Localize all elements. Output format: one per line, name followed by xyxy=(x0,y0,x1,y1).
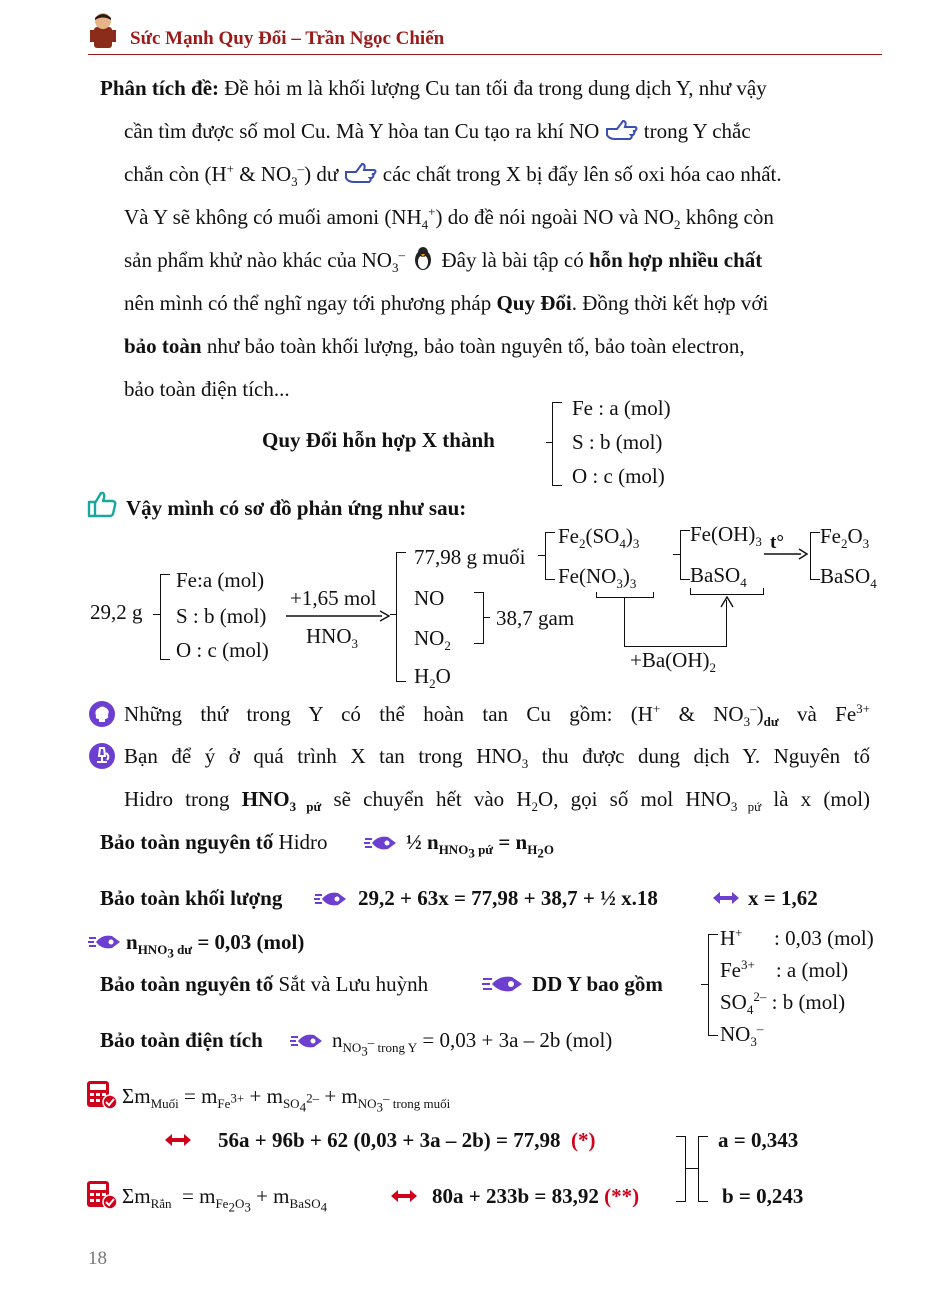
result-a: a = 0,343 xyxy=(718,1128,799,1152)
scheme-x-brace xyxy=(160,574,170,660)
scheme-feoh3: $Fe(OH)_3$ xyxy=(690,522,762,550)
conservation-hidro: Bảo toàn nguyên tố Hidro xyxy=(100,830,328,854)
rocket-arrow-icon xyxy=(290,1031,324,1051)
charge-equation: $n_{NO_3^- trong Y} = 0,03 + 3a - 2b$ (mol) xyxy=(332,1028,613,1059)
conservation-mass-label: Bảo toàn khối lượng xyxy=(100,886,283,910)
analysis-line-4: Và Y sẽ không có muối amoni $(NH_4^+)$ do đề nói ngoài NO và $NO_2$ không còn xyxy=(124,204,774,233)
brain-icon xyxy=(88,700,116,734)
thumbs-up-icon xyxy=(86,490,118,524)
scheme-fe2o3: $Fe_2O_3$ xyxy=(820,524,870,552)
note-1: Những thứ trong Y có thể hoàn tan Cu gồm: (H+ & $NO_3^-)_{dư}$ và $Fe^{3+}$ xyxy=(124,701,870,730)
calculator-icon xyxy=(86,1078,118,1110)
ddy-brace xyxy=(708,934,718,1036)
quydoi-fe: Fe : a (mol) xyxy=(572,396,671,420)
mass-result: x = 1,62 xyxy=(748,886,818,910)
heat-arrow xyxy=(764,548,808,560)
ion-fe: $Fe^{3+}$ : a (mol) xyxy=(720,957,849,982)
note-3: Hidro trong $HNO_{3 pứ}$ sẽ chuyển hết vào $H_2O$, gọi số mol $HNO_{3 pứ}$ là x (mol) xyxy=(124,787,871,815)
scheme-gas-mass: 38,7 gam xyxy=(496,606,575,630)
scheme-salt: 77,98 g muối xyxy=(414,545,526,569)
scheme-heading: Vậy mình có sơ đồ phản ứng như sau: xyxy=(126,496,467,520)
equation-2: 80a + 233b = 83,92 (**) xyxy=(432,1184,640,1208)
microscope-icon xyxy=(88,742,116,776)
header-divider xyxy=(88,54,882,55)
up-arrowhead xyxy=(720,596,734,608)
scheme-x-o: O : c (mol) xyxy=(176,638,269,662)
ran-sum: $\Sigma m_{Rắn} = m_{Fe_2O_3} + m_{BaSO_4}$ xyxy=(122,1184,328,1215)
page-number: 18 xyxy=(88,1248,107,1269)
rocket-arrow-icon xyxy=(88,932,122,952)
system-brace-right xyxy=(698,1136,708,1202)
rocket-arrow-icon xyxy=(314,889,348,909)
analysis-line-1: Đề hỏi m là khối lượng Cu tan tối đa trong dung dịch Y, như vậy xyxy=(219,76,767,100)
note-2: Bạn để ý ở quá trình X tan trong $HNO_3$ thu được dung dịch Y. Nguyên tố xyxy=(124,744,870,772)
scheme-x-fe: Fe:a (mol) xyxy=(176,568,265,592)
equation-1: 56a + 96b + 62 (0,03 + 3a – 2b) = 77,98 (*) xyxy=(218,1128,596,1152)
analysis-line-7: bảo toàn như bảo toàn khối lượng, bảo toàn nguyên tố, bảo toàn electron, xyxy=(124,334,745,358)
scheme-baoh2: $+Ba(OH)_2$ xyxy=(630,648,716,676)
analysis-line-3: chắn còn (H+ & $NO_3^-$) dư các chất trong X bị đẩy lên số oxi hóa cao nhất. xyxy=(124,161,782,190)
ion-h: H+ : 0,03 (mol) xyxy=(720,925,874,950)
scheme-water: $H_2O$ xyxy=(414,664,451,692)
quydoi-o: O : c (mol) xyxy=(572,464,665,488)
reaction-arrow xyxy=(286,610,390,622)
scheme-gas-no: NO xyxy=(414,586,445,610)
header-title: Sức Mạnh Quy Đổi – Trần Ngọc Chiến xyxy=(130,28,445,49)
scheme-salt-fe2so43: $Fe_2(SO_4)_3$ xyxy=(558,524,640,552)
ddy-label: DD Y bao gồm xyxy=(532,972,663,996)
scheme-salt-feno33: $Fe(NO_3)_3$ xyxy=(558,564,637,592)
analysis-line-8: bảo toàn điện tích... xyxy=(124,377,290,401)
scheme-gas-no2: $NO_2$ xyxy=(414,626,451,654)
quydoi-label: Quy Đổi hỗn hợp X thành xyxy=(262,428,495,452)
double-arrow-icon xyxy=(390,1187,418,1205)
ion-so4: $SO_4^{2-}$ : b (mol) xyxy=(720,989,846,1018)
analysis-line-5: sản phẩm khử nào khác của $NO_3^-$ Đây là bài tập có hỗn hợp nhiều chất xyxy=(124,247,763,276)
result-b: b = 0,243 xyxy=(722,1184,804,1208)
rocket-arrow-icon xyxy=(482,973,524,995)
analysis-paragraph xyxy=(100,67,870,411)
hno3-excess: $n_{HNO_3 dư} = 0,03$ (mol) xyxy=(126,930,305,961)
rocket-arrow-icon xyxy=(364,833,398,853)
scheme-salt-brace xyxy=(545,532,555,580)
pointing-hand-icon xyxy=(344,162,378,184)
double-arrow-icon xyxy=(712,889,740,907)
double-arrow-icon xyxy=(164,1131,192,1149)
analysis-line-2: cần tìm được số mol Cu. Mà Y hòa tan Cu tạo ra khí NO trong Y chắc xyxy=(124,119,751,143)
quydoi-s: S : b (mol) xyxy=(572,430,663,454)
scheme-x-s: S : b (mol) xyxy=(176,604,267,628)
scheme-reagent-top: +1,65 mol xyxy=(290,586,377,610)
scheme-final-baso4: BaSO$_4$ xyxy=(820,564,877,592)
scheme-mass: 29,2 g xyxy=(90,600,143,624)
pointing-hand-icon xyxy=(605,119,639,141)
hidro-equation: ½ $n_{HNO_3 pứ} = n_{H_2O}$ xyxy=(406,830,554,861)
muoi-sum: $\Sigma m_{Muối} = m_{Fe^{3+}} + m_{SO_4^{2-}} + m_{NO_3^- trong muối}$ xyxy=(122,1084,451,1115)
scheme-baso4: BaSO$_4$ xyxy=(690,563,747,591)
calculator-icon xyxy=(86,1178,118,1210)
author-avatar xyxy=(86,10,120,56)
scheme-final-brace xyxy=(810,532,820,580)
scheme-heat: t° xyxy=(770,532,784,553)
analysis-line-6: nên mình có thể nghĩ ngay tới phương pháp Quy Đổi. Đồng thời kết hợp với xyxy=(124,291,769,315)
scheme-hyd-brace xyxy=(680,530,690,580)
penguin-icon xyxy=(410,245,436,271)
mass-equation: 29,2 + 63x = 77,98 + 38,7 + ½ x.18 xyxy=(358,886,658,910)
ion-no3: $NO_3^-$ xyxy=(720,1021,764,1050)
quydoi-brace xyxy=(552,402,562,486)
scheme-reagent-bottom: $HNO_3$ xyxy=(306,624,358,652)
scheme-products-brace xyxy=(396,552,406,682)
conservation-fes: Bảo toàn nguyên tố Sắt và Lưu huỳnh xyxy=(100,972,429,996)
analysis-label: Phân tích đề: xyxy=(100,76,220,100)
conservation-charge-label: Bảo toàn điện tích xyxy=(100,1028,263,1052)
